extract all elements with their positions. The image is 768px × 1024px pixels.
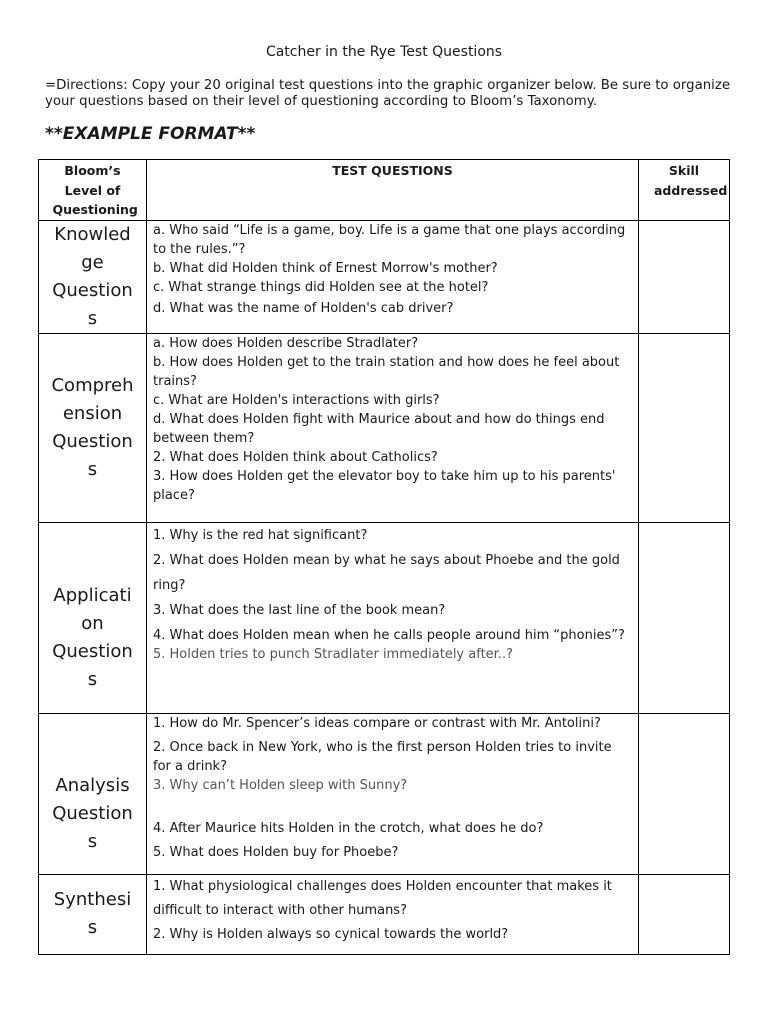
directions-text: =Directions: Copy your 20 original test questions into the graphic organizer below. Be sure to organize your questions based on their level of questioning according to Bloom’s Taxonomy. bbox=[45, 78, 731, 109]
question: 1. How do Mr. Spencer’s ideas compare or contrast with Mr. Antolini? bbox=[153, 715, 601, 731]
question: 2. What does Holden think about Catholics? bbox=[153, 449, 438, 465]
questions-knowledge bbox=[147, 220, 639, 333]
level-knowledge: Knowled ge Question s bbox=[39, 220, 147, 333]
level-synthesis: Synthesi s bbox=[39, 874, 147, 954]
question: c. What are Holden's interactions with girls? bbox=[153, 392, 440, 408]
question: c. What strange things did Holden see at the hotel? bbox=[153, 279, 489, 295]
table-row bbox=[39, 333, 730, 522]
question: d. What was the name of Holden's cab driver? bbox=[153, 300, 454, 316]
skill-comprehension-cell bbox=[639, 333, 730, 522]
blooms-question-table bbox=[38, 159, 730, 955]
header-test-questions: TEST QUESTIONS bbox=[147, 160, 639, 221]
questions-comprehension bbox=[147, 333, 639, 522]
table-row bbox=[39, 522, 730, 713]
skill-application-cell bbox=[639, 522, 730, 713]
question: 2. Once back in New York, who is the first person Holden tries to invite for a drink? bbox=[153, 739, 612, 774]
table-row bbox=[39, 874, 730, 954]
level-comprehension: Compreh ension Question s bbox=[39, 333, 147, 522]
question: 3. What does the last line of the book mean? bbox=[153, 602, 446, 618]
question: 1. Why is the red hat significant? bbox=[153, 527, 368, 543]
table-header-row bbox=[39, 160, 730, 221]
level-analysis: Analysis Question s bbox=[39, 713, 147, 874]
level-application: Applicati on Question s bbox=[39, 522, 147, 713]
header-blooms-level: Bloom’s Level of Questioning bbox=[39, 160, 147, 221]
questions-analysis bbox=[147, 713, 639, 874]
question: b. How does Holden get to the train station and how does he feel about trains? bbox=[153, 354, 620, 389]
question: 2. Why is Holden always so cynical towards the world? bbox=[153, 926, 509, 942]
question: d. What does Holden fight with Maurice about and how do things end between them? bbox=[153, 411, 605, 446]
question: 4. After Maurice hits Holden in the crotch, what does he do? bbox=[153, 820, 544, 836]
skill-analysis-cell bbox=[639, 713, 730, 874]
question: 3. Why can’t Holden sleep with Sunny? bbox=[153, 777, 408, 793]
skill-knowledge-cell bbox=[639, 220, 730, 333]
question: 5. Holden tries to punch Stradlater immediately after..? bbox=[153, 646, 513, 662]
question: 4. What does Holden mean when he calls people around him “phonies”? bbox=[153, 627, 625, 643]
document-title: Catcher in the Rye Test Questions bbox=[265, 44, 503, 60]
table-row bbox=[39, 220, 730, 333]
question: 1. What physiological challenges does Holden encounter that makes it difficult to interact with other humans? bbox=[153, 878, 612, 918]
questions-synthesis bbox=[147, 874, 639, 954]
table-row bbox=[39, 713, 730, 874]
questions-application bbox=[147, 522, 639, 713]
question: 2. What does Holden mean by what he says about Phoebe and the gold ring? bbox=[153, 552, 620, 593]
question: b. What did Holden think of Ernest Morrow's mother? bbox=[153, 260, 498, 276]
skill-synthesis-cell bbox=[639, 874, 730, 954]
header-skill-addressed: Skill addressed bbox=[639, 160, 730, 221]
question: 5. What does Holden buy for Phoebe? bbox=[153, 844, 399, 860]
question: a. How does Holden describe Stradlater? bbox=[153, 335, 419, 351]
question: a. Who said “Life is a game, boy. Life is a game that one plays according to the rules.”? bbox=[153, 222, 626, 257]
example-format-heading: **EXAMPLE FORMAT** bbox=[45, 124, 256, 144]
question: 3. How does Holden get the elevator boy to take him up to his parents' place? bbox=[153, 468, 616, 503]
